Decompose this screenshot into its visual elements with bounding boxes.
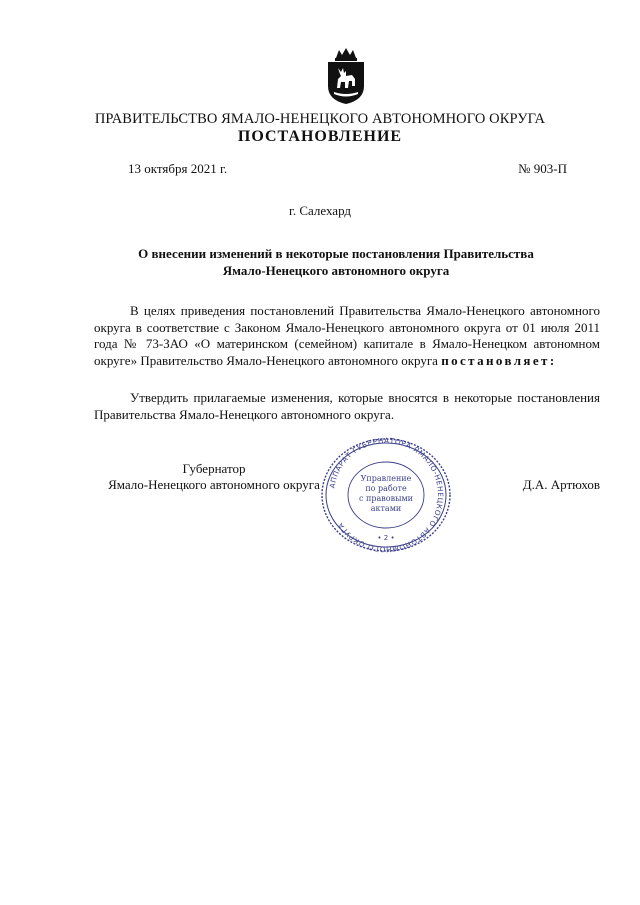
- document-date: 13 октября 2021 г.: [128, 161, 228, 176]
- signatory-name: Д.А. Артюхов: [522, 477, 600, 492]
- stamp-inner-line-4: актами: [370, 504, 402, 513]
- document-city: г. Салехард: [288, 203, 352, 218]
- signatory-role-line-1: Губернатор: [182, 461, 246, 476]
- signatory-role: [94, 461, 334, 493]
- government-title: ПРАВИТЕЛЬСТВО ЯМАЛО-НЕНЕЦКОГО АВТОНОМНОГО ОКРУГА: [94, 111, 546, 127]
- document-type-title: ПОСТАНОВЛЕНИЕ: [237, 128, 403, 145]
- subject-line-2: Ямало-Ненецкого автономного округа: [222, 263, 450, 278]
- document-subject: [60, 245, 612, 279]
- subject-line-1: О внесении изменений в некоторые постановления Правительства: [138, 246, 534, 261]
- stamp-inner-line-2: по работе: [365, 484, 407, 493]
- paragraph-2-text: Утвердить прилагаемые изменения, которые вносятся в некоторые постановления Правительства Ямало-Ненецкого автономного округа.: [94, 390, 600, 422]
- paragraph-1-text: В целях приведения постановлений Правительства Ямало-Ненецкого автономного округа в соответствие с Законом Ямало-Ненецкого автономного округа от 01 июля 2011 года № 73-ЗАО «О материнском (семейном) капитале в Ямало-Ненецком автономном округе» Правительство Ямало-Ненецкого автономного округа: [94, 303, 600, 368]
- body-paragraph-2: [94, 390, 600, 423]
- resolution-keyword: постановляет:: [441, 352, 557, 368]
- body-paragraph-1: [94, 303, 600, 369]
- stamp-inner-line-1: Управление: [360, 474, 412, 483]
- stamp-number: • 2 •: [377, 534, 395, 542]
- stamp-inner-line-3: с правовыми: [359, 494, 413, 503]
- coat-of-arms-emblem: [322, 46, 370, 106]
- stamp-outer-text: АППАРАТ ГУБЕРНАТОРА ЯМАЛО-НЕНЕЦКОГО АВТОНОМНОГО ОКРУГА: [327, 436, 446, 554]
- official-stamp: [317, 436, 455, 554]
- document-number: № 903-П: [518, 161, 567, 176]
- signatory-role-line-2: Ямало-Ненецкого автономного округа: [108, 477, 320, 492]
